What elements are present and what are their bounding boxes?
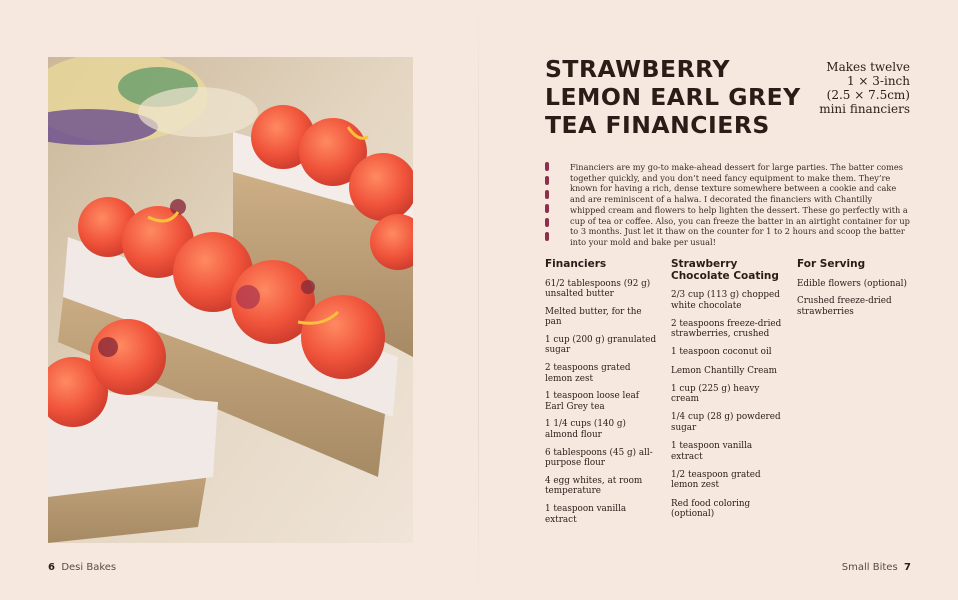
yield-line: 1 × 3-inch (846, 74, 910, 88)
ingredient-item: 2 teaspoons freeze-dried strawberries, crushed (671, 318, 782, 340)
left-folio (48, 562, 116, 573)
right-page-number: 7 (904, 562, 911, 573)
yield-line: (2.5 × 7.5cm) (826, 88, 910, 102)
title-line: TEA FINANCIERS (545, 111, 770, 139)
left-running-head: Desi Bakes (61, 562, 117, 573)
ingredient-item: 1 teaspoon vanilla extract (671, 441, 753, 462)
ingredient-item: 1 cup (200 g) granulated sugar (545, 334, 657, 356)
ingredient-item: 1 teaspoon coconut oil (671, 347, 772, 358)
ingredient-item: Red food coloring (optional) (671, 498, 751, 519)
financiers-photo (48, 57, 413, 543)
ingredient-item: 1/4 cup (28 g) powdered sugar (671, 412, 781, 433)
ingredients-coating (671, 259, 786, 527)
ingredients-serving (797, 259, 912, 324)
ingredient-item: Lemon Chantilly Cream (671, 365, 777, 376)
ingredient-item: 61/2 tablespoons (92 g) unsalted butter (545, 278, 651, 299)
ingredients-financiers (545, 259, 660, 532)
ingredient-item: 1/2 teaspoon grated lemon zest (671, 469, 761, 491)
recipe-title (545, 55, 805, 139)
title-line: STRAWBERRY (545, 55, 730, 83)
section-heading: For Serving (797, 258, 866, 270)
vertical-dash-marks-icon (545, 162, 551, 242)
gutter (478, 0, 479, 600)
ingredient-item: 4 egg whites, at room temperature (545, 475, 643, 497)
title-line: LEMON EARL GREY (545, 83, 801, 111)
section-heading: Financiers (545, 258, 607, 270)
section-heading: Strawberry Chocolate Coating (671, 258, 779, 282)
ingredient-item: 2 teaspoons grated lemon zest (545, 363, 631, 384)
ingredient-item: 1 1/4 cups (140 g) almond flour (545, 419, 626, 440)
yield-line: Makes twelve (826, 60, 910, 74)
ingredient-item: 6 tablespoons (45 g) all-purpose flour (545, 447, 653, 469)
right-running-head: Small Bites (841, 562, 898, 573)
ingredient-item: Melted butter, for the pan (545, 306, 642, 328)
ingredient-item: Crushed freeze-dried strawberries (797, 296, 892, 317)
ingredient-item: 1 teaspoon loose leaf Earl Grey tea (545, 391, 640, 412)
right-folio (842, 562, 911, 573)
recipe-intro: Financiers are my go-to make-ahead dessert for large parties. The batter comes together quickly, and you don’t need fancy equipment to make them. They’re known for having a rich, dense texture somewhere between a cookie and cake and are reminiscent of a halwa. I decorated the financiers with Chantilly whipped cream and flowers to help lighten the dessert. These go perfectly with a cup of tea or coffee. Also, you can freeze the batter in an airtight container for up to 3 months. Just let it thaw on the counter for 1 to 2 hours and scoop the batter into your mold and bake per usual! (570, 162, 910, 247)
ingredient-item: Edible flowers (optional) (797, 278, 907, 289)
ingredient-item: 1 teaspoon vanilla extract (545, 504, 627, 525)
yield-line: mini financiers (819, 102, 910, 116)
left-page-number: 6 (48, 562, 55, 573)
recipe-yield (800, 60, 910, 116)
ingredient-item: 2/3 cup (113 g) chopped white chocolate (671, 290, 780, 311)
ingredient-item: 1 cup (225 g) heavy cream (671, 383, 760, 405)
